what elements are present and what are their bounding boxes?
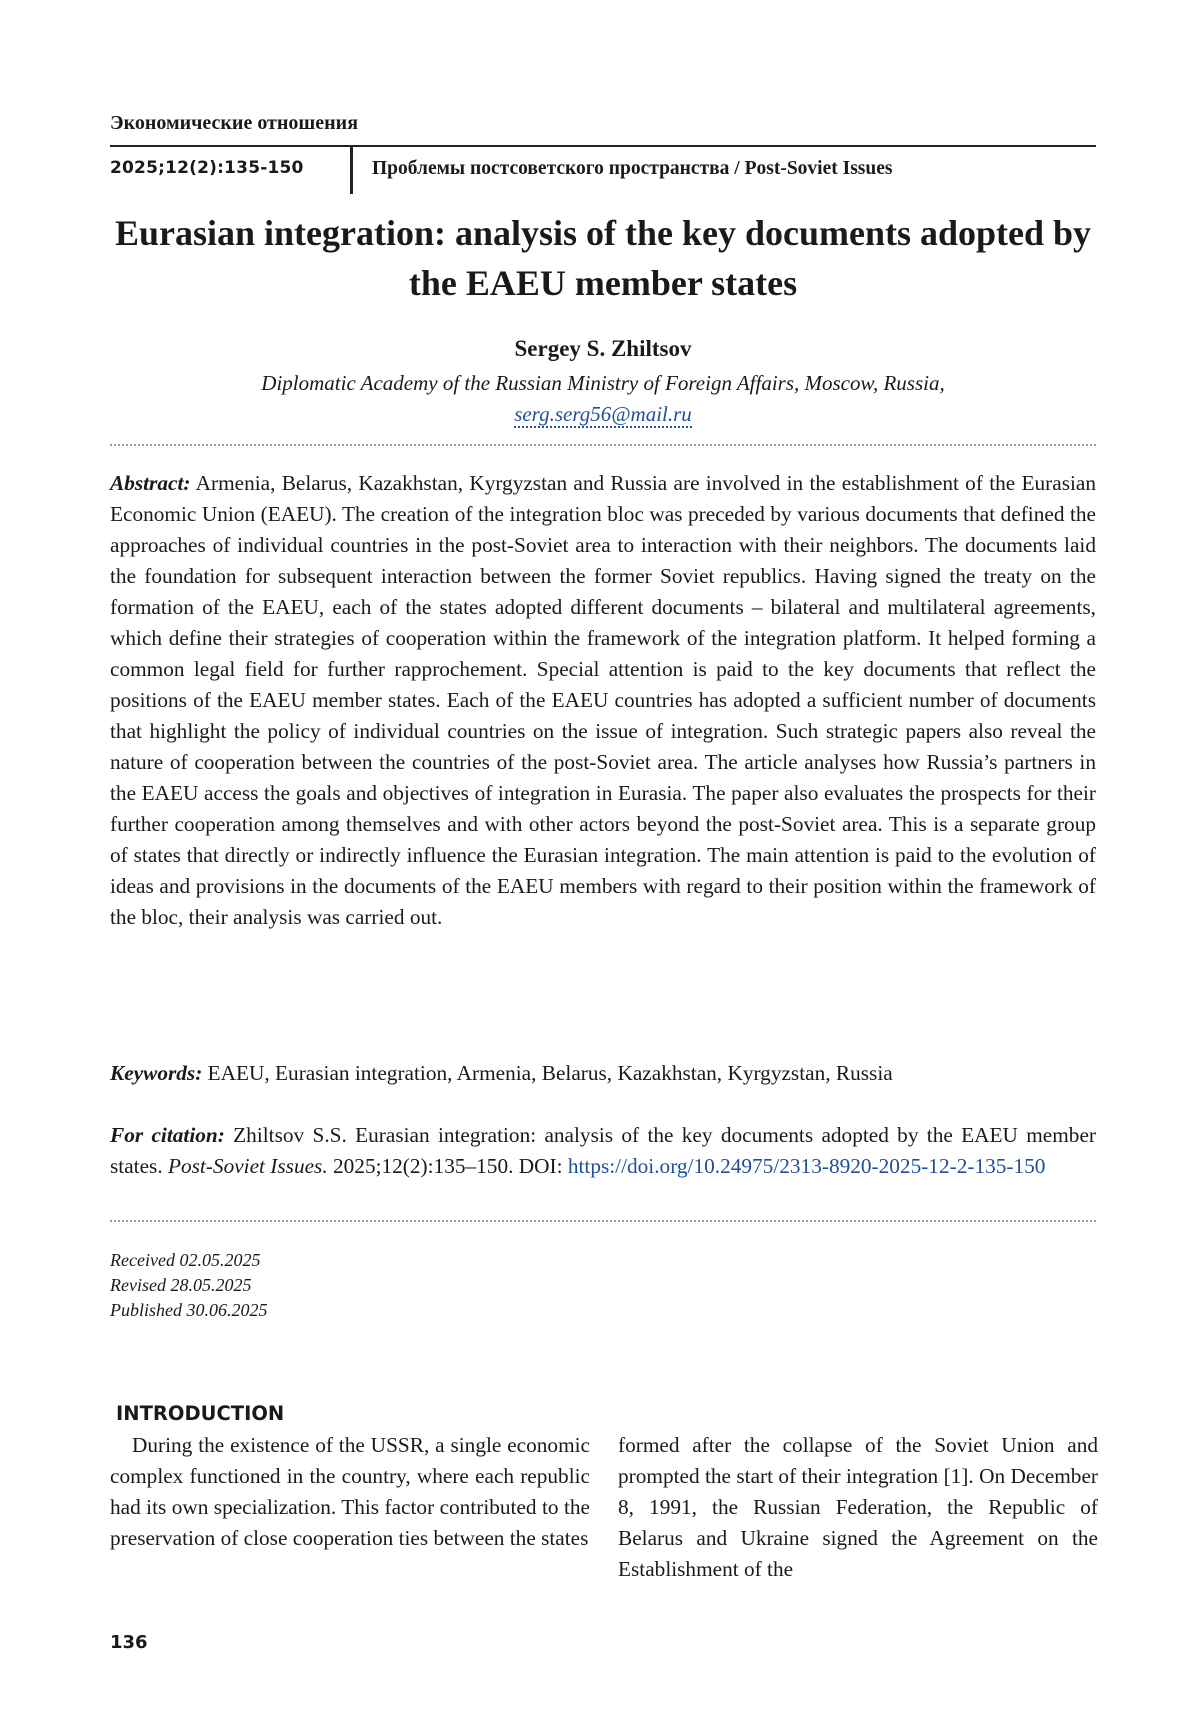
abstract: [110, 468, 1096, 933]
issue-info: 2025;12(2):135-150: [110, 158, 304, 178]
citation-label: For citation:: [110, 1123, 225, 1147]
divider-bottom: [110, 1220, 1096, 1222]
abstract-label: Abstract:: [110, 471, 191, 495]
header-rule: [110, 145, 1096, 147]
citation-text: Zhiltsov S.S. Eurasian integration: analysis of the key documents adopted by the EAEU member states.: [110, 1123, 1097, 1178]
date-received: Received 02.05.2025: [110, 1250, 261, 1270]
journal-name: Проблемы постсоветского пространства / Post-Soviet Issues: [372, 158, 893, 179]
header-separator: [350, 146, 353, 194]
author-affiliation: [110, 368, 1096, 430]
keywords: [110, 1058, 1096, 1089]
section-label: Экономические отношения: [110, 112, 359, 134]
date-revised: Revised 28.05.2025: [110, 1275, 252, 1295]
email-link[interactable]: serg.serg56@mail.ru: [514, 402, 692, 426]
citation: [110, 1120, 1096, 1182]
doi-link[interactable]: https://doi.org/10.24975/2313-8920-2025-12-2-135-150: [567, 1154, 1046, 1178]
affiliation-text: Diplomatic Academy of the Russian Ministry of Foreign Affairs, Moscow, Russia,: [261, 371, 945, 395]
date-published: Published 30.06.2025: [110, 1300, 268, 1320]
divider-top: [110, 444, 1096, 446]
introduction-heading: INTRODUCTION: [116, 1402, 285, 1425]
page-number: 136: [110, 1632, 148, 1653]
citation-details: 2025;12(2):135–150. DOI:: [333, 1154, 563, 1178]
keywords-label: Keywords:: [110, 1061, 203, 1085]
author-name: Sergey S. Zhiltsov: [514, 336, 692, 361]
keywords-text: EAEU, Eurasian integration, Armenia, Belarus, Kazakhstan, Kyrgyzstan, Russia: [207, 1061, 893, 1085]
intro-column-right: formed after the collapse of the Soviet Union and prompted the start of their integration [1]. On December 8, 1991, the Russian Federation, the Republic of Belarus and Ukraine signed the Agreement on the Establishment of the: [618, 1433, 1098, 1581]
article-dates: [110, 1248, 268, 1323]
abstract-text: Armenia, Belarus, Kazakhstan, Kyrgyzstan and Russia are involved in the establishment of the Eurasian Economic Union (EAEU). The creation of the integration bloc was preceded by various documents that defined the approaches of individual countries in the post-Soviet area to interaction with their neighbors. The documents laid the foundation for subsequent interaction between the former Soviet republics. Having signed the treaty on the formation of the EAEU, each of the states adopted different documents – bilateral and multilateral agreements, which define their strategies of cooperation within the framework of the integration platform. It helped forming a common legal field for further rapprochement. Special attention is paid to the key documents that reflect the positions of the EAEU member states. Each of the EAEU countries has adopted a sufficient number of documents that highlight the policy of individual countries on the issue of integration. Such strategic papers also reveal the nature of cooperation between the countries of the post-Soviet area. The article analyses how Russia’s partners in the EAEU access the goals and objectives of integration in Eurasia. The paper also evaluates the prospects for their further cooperation among themselves and with other actors beyond the post-Soviet area. This is a separate group of states that directly or indirectly influence the Eurasian integration. The main attention is paid to the evolution of ideas and provisions in the documents of the EAEU members with regard to their position within the framework of the bloc, their analysis was carried out.: [110, 471, 1097, 929]
intro-column-left: During the existence of the USSR, a single economic complex functioned in the country, where each republic had its own specialization. This factor contributed to the preservation of close cooperation ties between the states: [110, 1433, 590, 1550]
citation-journal: Post-Soviet Issues.: [167, 1154, 328, 1178]
article-title: Eurasian integration: analysis of the key documents adopted by the EAEU member states: [114, 213, 1092, 303]
